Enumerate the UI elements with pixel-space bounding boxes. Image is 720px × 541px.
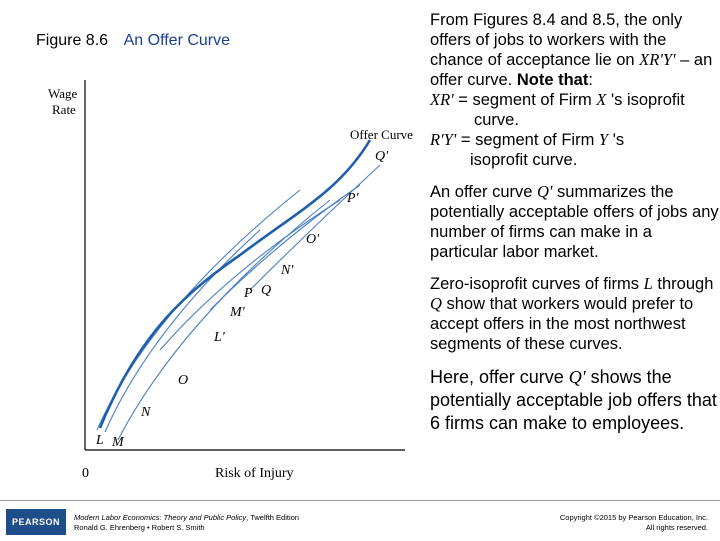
book-edition: , Twelfth Edition — [246, 513, 299, 522]
origin-label: 0 — [82, 466, 89, 481]
para1-line3-mid: = segment of Firm — [456, 131, 599, 149]
para3-text-b: through — [652, 275, 714, 293]
figure-number: Figure 8.6 — [36, 32, 109, 49]
para2-text-b: summarizes the potentially acceptable offers of jobs any number of firms can make in a particular labor market. — [430, 183, 719, 261]
isoprofit-curve-P — [210, 185, 360, 310]
label-L: L — [96, 433, 104, 448]
para1-line3-end: 's — [608, 131, 625, 149]
para1-line2-cont: curve. — [474, 111, 519, 129]
footer-citation — [74, 513, 299, 533]
rights-text: All rights reserved. — [645, 523, 708, 532]
para2-text-a: An offer curve — [430, 183, 538, 201]
label-Q: Q — [261, 283, 272, 298]
paragraph-4 — [430, 366, 720, 435]
para3-text-a: Zero-isoprofit curves of firms — [430, 275, 644, 293]
copyright-text: Copyright ©2015 by Pearson Education, Inc. — [559, 513, 708, 522]
label-M: M — [112, 435, 124, 450]
para2-sym: Q' — [537, 182, 553, 201]
para1-line2-end: 's isoprofit — [606, 91, 685, 109]
y-axis-label-wage: Wage — [48, 86, 78, 101]
label-O: O — [178, 373, 189, 388]
pearson-logo: PEARSON — [6, 509, 66, 535]
para1-sym-ry: R'Y' — [430, 130, 457, 149]
para1-note: Note that — [516, 71, 589, 89]
paragraph-2 — [430, 182, 720, 262]
book-authors: Ronald G. Ehrenberg • Robert S. Smith — [74, 523, 205, 532]
para3-text-c: show that workers would prefer to accept offers in the most northwest segments of these curves. — [430, 295, 694, 353]
para1-firm-y: Y — [598, 130, 609, 149]
para1-sym-xry: XR'Y' — [639, 50, 676, 69]
label-P: P — [244, 286, 253, 301]
label-Pprime: P' — [347, 191, 359, 206]
label-N: N — [141, 405, 151, 420]
label-Qprime: Q' — [375, 149, 389, 164]
x-axis-label: Risk of Injury — [215, 466, 294, 481]
y-axis-label-rate: Rate — [52, 102, 76, 117]
para1-sym-xr: XR' — [430, 90, 454, 109]
para4-sym: Q' — [568, 367, 586, 387]
para1-colon: : — [588, 71, 593, 89]
para1-firm-x: X — [596, 90, 607, 109]
paragraph-3 — [430, 274, 720, 354]
para1-text-a: From Figures 8.4 and 8.5, the only offers of jobs to workers with the chance of acceptance lie on — [430, 11, 683, 69]
paragraph-1 — [430, 10, 720, 170]
para1-text-b: – an offer curve. — [430, 51, 713, 89]
offer-curve — [100, 140, 370, 428]
footer-copyright — [560, 513, 708, 533]
label-Mprime: M' — [230, 305, 245, 320]
isoprofit-curve-Q — [250, 165, 380, 290]
para1-line3-cont: isoprofit curve. — [470, 151, 578, 169]
offer-curve-label: Offer Curve — [350, 127, 413, 142]
figure-name: An Offer Curve — [123, 32, 231, 49]
isoprofit-curve-M-to-Q-a — [105, 230, 260, 432]
para4-text-b: shows the potentially acceptable job offers that 6 firms can make to employees. — [430, 367, 717, 433]
label-Nprime: N' — [281, 263, 294, 278]
isoprofit-curve-O — [160, 200, 340, 350]
para4-text-a: Here, offer curve — [430, 367, 569, 387]
label-Lprime: L' — [214, 330, 225, 345]
para3-sym-q: Q — [430, 294, 442, 313]
para3-sym-l: L — [643, 274, 653, 293]
isoprofit-curve-N — [118, 200, 330, 440]
book-title: Modern Labor Economics: Theory and Public Policy — [74, 513, 247, 522]
label-Oprime: O' — [306, 232, 320, 247]
footer — [0, 500, 720, 541]
explanation-text — [430, 10, 720, 447]
para1-line2-mid: = segment of Firm — [453, 91, 597, 109]
isoprofit-curves — [97, 165, 380, 440]
